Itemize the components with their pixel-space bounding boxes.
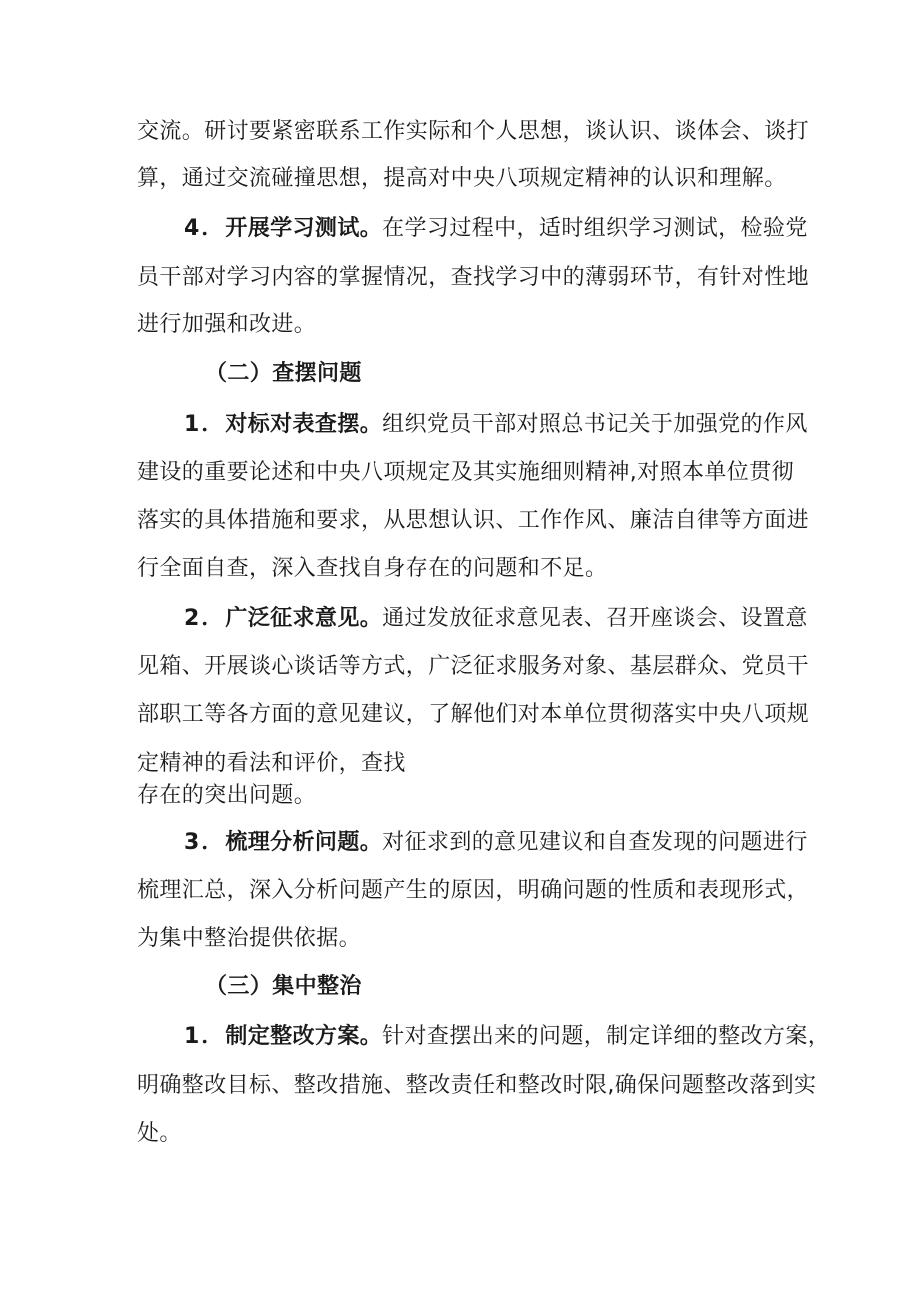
item-text: 通过发放征求意见表、召开座谈会、设置意 [382,606,808,631]
item-number: 3． [184,830,226,855]
item-number: 2． [184,606,226,631]
item-4-study-test [184,214,808,244]
paragraph-line: 明确整改目标、整改措施、整改责任和整改时限,确保问题整改落到实 [137,1073,817,1098]
paragraph-line: 部职工等各方面的意见建议，了解他们对本单位贯彻落实中央八项规 [137,702,810,727]
paragraph-line: 存在的突出问题。 [137,783,317,808]
item-number: 1． [184,412,226,437]
section-heading-2: （二）查摆问题 [205,361,362,386]
paragraph-line: 建设的重要论述和中央八项规定及其实施细则精神,对照本单位贯彻 [137,460,794,485]
paragraph-line: 见箱、开展谈心谈话等方式，广泛征求服务对象、基层群众、党员干 [137,654,810,679]
item-text: 对征求到的意见建议和自查发现的问题进行 [382,830,808,855]
item-title: 制定整改方案。 [225,1024,383,1049]
item-title: 梳理分析问题。 [225,830,383,855]
section-heading-3: （三）集中整治 [205,974,362,999]
item-number: 4． [184,216,226,241]
item-text: 组织党员干部对照总书记关于加强党的作风 [382,412,808,437]
paragraph-line: 为集中整治提供依据。 [137,926,362,951]
paragraph-line: 处。 [137,1121,182,1146]
paragraph-line: 落实的具体措施和要求，从思想认识、工作作风、廉洁自律等方面进 [137,508,810,533]
paragraph-line: 员干部对学习内容的掌握情况，查找学习中的薄弱环节，有针对性地 [137,265,810,290]
item-title: 开展学习测试。 [225,216,383,241]
paragraph-line: 行全面自查，深入查找自身存在的问题和不足。 [137,556,608,581]
item-number: 1． [184,1024,226,1049]
item-text: 针对查摆出来的问题，制定详细的整改方案， [382,1024,831,1049]
paragraph-line: 定精神的看法和评价，查找 [137,751,406,776]
item-text: 在学习过程中，适时组织学习测试，检验党 [382,216,808,241]
item-title: 广泛征求意见。 [225,606,383,631]
paragraph-line: 梳理汇总，深入分析问题产生的原因，明确问题的性质和表现形式， [137,878,810,903]
paragraph-line: 算，通过交流碰撞思想，提高对中央八项规定精神的认识和理解。 [137,166,787,191]
paragraph-line: 进行加强和改进。 [137,312,317,337]
item-1-rectification-plan [184,1022,830,1052]
item-3-analyze-problems [184,828,808,858]
paragraph-line: 交流。研讨要紧密联系工作实际和个人思想，谈认识、谈体会、谈打 [137,119,810,144]
item-2-solicit-opinions [184,604,808,634]
item-1-benchmark-check [184,410,808,440]
item-title: 对标对表查摆。 [225,412,383,437]
